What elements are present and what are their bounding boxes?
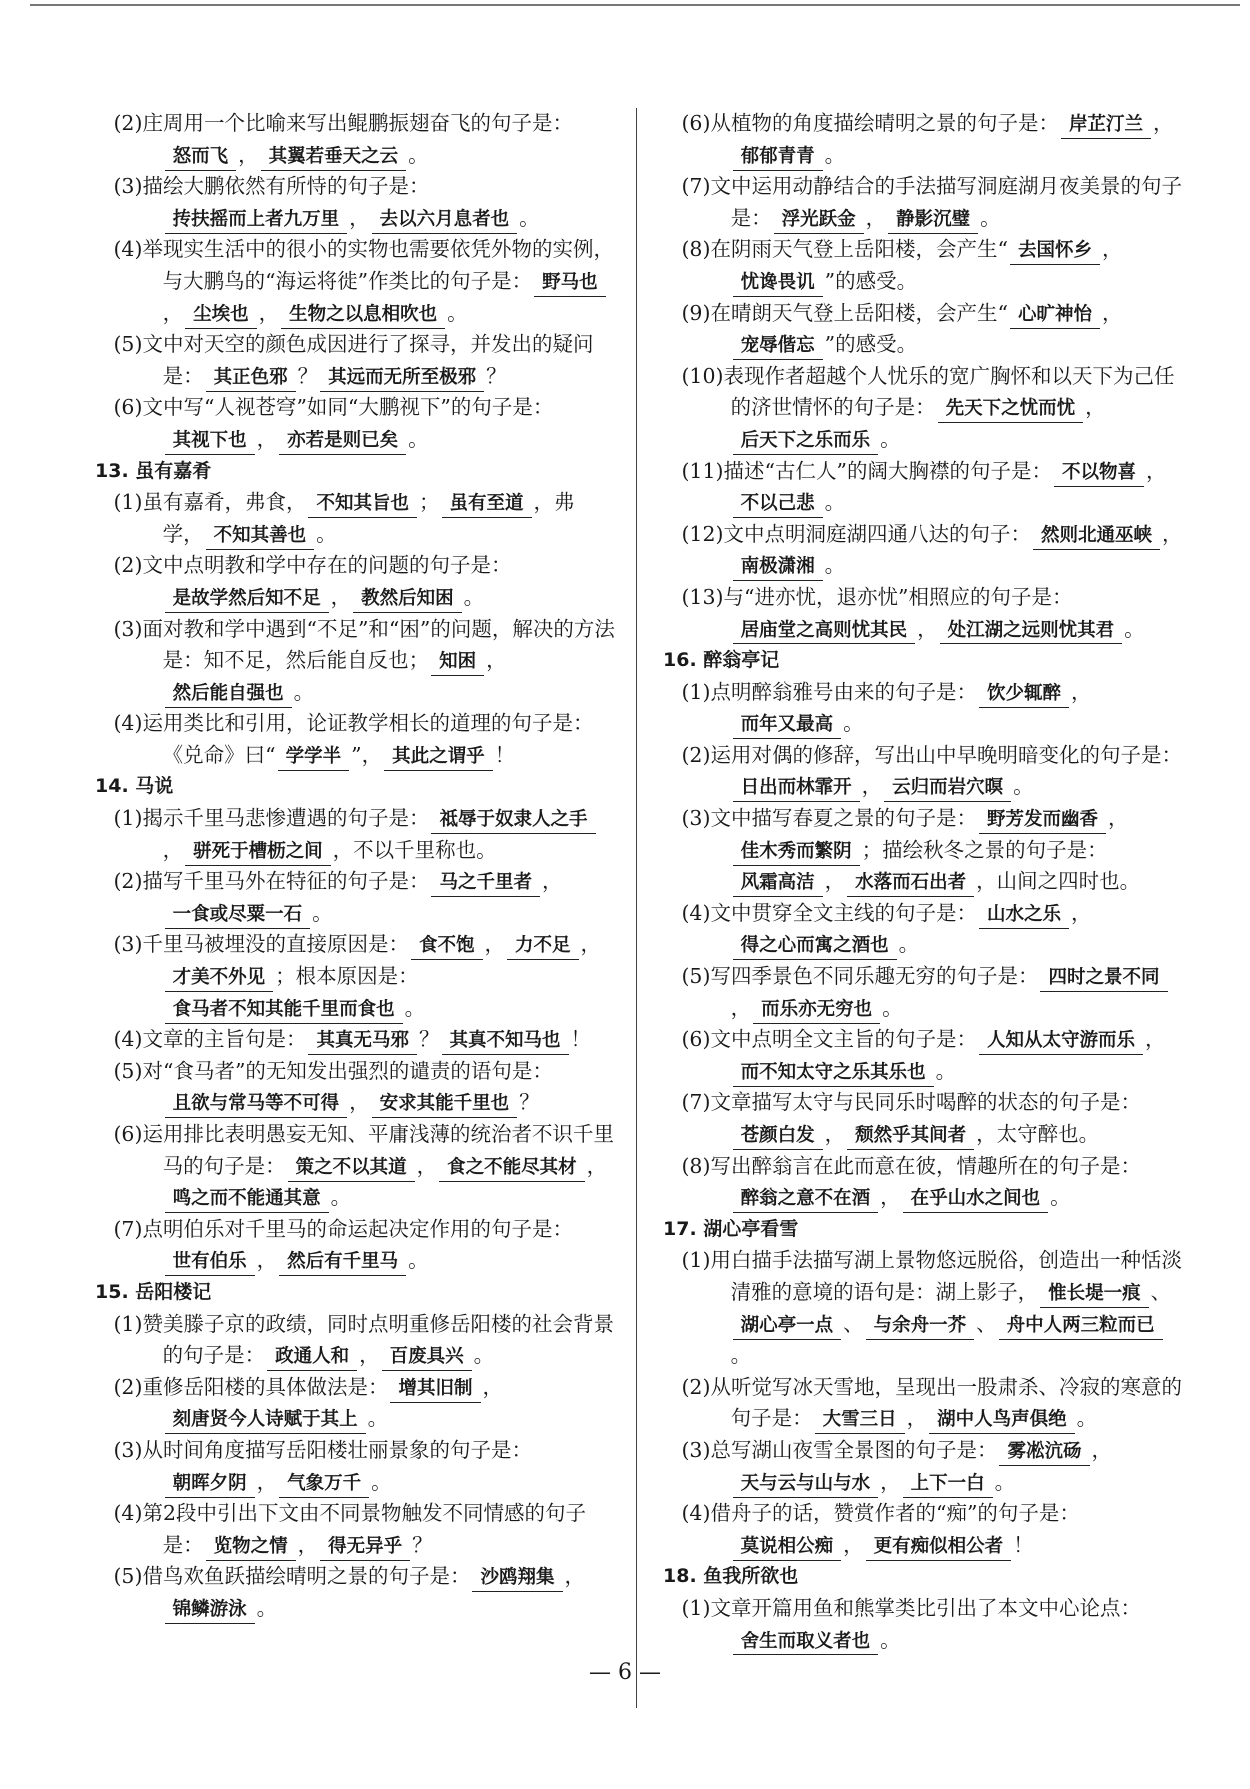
question-item: [113, 1309, 615, 1372]
answer-blank: 其翼若垂天之云: [261, 145, 407, 171]
question-item: [113, 487, 615, 550]
question-text: 。: [824, 490, 846, 515]
answer-blank: 去以六月息者也: [372, 208, 518, 234]
question-text: 。: [293, 679, 315, 704]
answer-blank: 处江湖之远则忧其君: [940, 619, 1123, 645]
question-text: 。: [824, 142, 846, 167]
question-item: [113, 550, 615, 613]
question-text: (4)文章的主旨句是：: [113, 1027, 307, 1052]
answer-blank: 不以物喜: [1054, 461, 1144, 487]
question-text: (4)运用类比和引用，论证教学相长的道理的句子是：《兑命》曰“: [113, 711, 594, 767]
question-text: ，山间之四时也。: [976, 869, 1141, 894]
question-item: [113, 803, 615, 866]
question-text: (5)借鸟欢鱼跃描绘晴明之景的句子是：: [113, 1564, 471, 1589]
answer-blank: 郁郁青青: [733, 145, 823, 171]
answer-blank: 天与云与山与水: [733, 1472, 879, 1498]
question-text: ，: [1146, 458, 1167, 483]
answer-blank: 湖心亭一点: [733, 1314, 842, 1340]
question-text: ，不以千里称也。: [332, 837, 497, 862]
question-item: [113, 1056, 615, 1119]
question-text: (2)从听觉写冰天雪地，呈现出一股肃杀、冷寂的寒意的句子是：: [681, 1374, 1182, 1431]
answer-blank: 安求其能千里也: [372, 1092, 518, 1118]
section-title: 13. 虽有嘉肴: [95, 459, 212, 482]
question-text: ，: [256, 1469, 278, 1494]
question-text: 、: [1150, 1279, 1172, 1304]
question-item: [681, 234, 1183, 297]
answer-blank: 颓然乎其间者: [847, 1124, 974, 1150]
question-item: [681, 582, 1183, 645]
answer-blank: 亦若是则已矣: [279, 429, 406, 455]
question-text: ，: [917, 616, 938, 641]
answer-blank: 抟扶摇而上者九万里: [165, 208, 348, 234]
question-text: (3)面对教和学中遇到“不足”和“困”的问题，解决的方法是：知不足，然后能自反也；: [113, 616, 615, 673]
question-text: (1)赞美滕子京的政绩，同时点明重修岳阳楼的社会背景的句子是：: [113, 1311, 614, 1368]
answer-blank: 尘埃也: [185, 303, 257, 329]
question-text: ，: [1162, 521, 1183, 546]
left-column: [95, 108, 615, 1625]
question-text: ，: [880, 1469, 901, 1494]
question-text: 。: [1013, 774, 1034, 799]
answer-blank: 云归而岩穴暝: [884, 776, 1011, 802]
answer-blank: 是故学然后知不足: [165, 587, 329, 613]
answer-blank: 食不饱: [411, 934, 483, 960]
question-text: ，: [1101, 237, 1123, 262]
question-text: ”的感受。: [824, 332, 918, 357]
question-text: 。: [730, 1343, 752, 1368]
question-text: 。: [312, 900, 333, 925]
question-text: 。: [256, 1595, 278, 1620]
question-item: [681, 803, 1183, 898]
question-text: (2)运用对偶的修辞，写出山中早晚明暗变化的句子是：: [681, 742, 1182, 767]
question-text: (8)写出醉翁言在此而意在彼，情趣所在的句子是：: [681, 1153, 1141, 1178]
question-text: ，: [1108, 806, 1129, 831]
answer-blank: 世有伯乐: [165, 1250, 255, 1276]
answer-blank: 饮少辄醉: [979, 682, 1069, 708]
question-text: (1)虽有嘉肴，弗食，: [113, 490, 307, 515]
question-text: (3)文中描写春夏之景的句子是：: [681, 806, 977, 831]
answer-blank: 宠辱偕忘: [733, 334, 823, 360]
answer-blank: 而不知太守之乐其乐也: [733, 1061, 934, 1087]
question-text: ；根本原因是：: [275, 964, 419, 989]
answer-blank: 鸣之而不能通其意: [165, 1187, 329, 1213]
answer-blank: 然后能自强也: [165, 682, 292, 708]
question-text: 。: [408, 142, 429, 167]
answer-blank: 醉翁之意不在酒: [733, 1187, 879, 1213]
question-item: [113, 708, 615, 771]
answer-blank: 舍生而取义者也: [733, 1630, 879, 1656]
question-text: (4)借舟子的话，赞赏作者的“痴”的句子是：: [681, 1501, 1080, 1526]
top-border: [30, 4, 1240, 6]
question-text: ，: [861, 774, 883, 799]
question-text: ，: [330, 584, 352, 609]
answer-blank: 佳木秀而繁阴: [733, 840, 860, 866]
question-item: [681, 1435, 1183, 1498]
question-text: ，: [586, 1153, 608, 1178]
question-text: ，: [730, 995, 752, 1020]
section-title: 16. 醉翁亭记: [663, 649, 780, 672]
answer-blank: 湖中人鸟声俱绝: [929, 1408, 1075, 1434]
question-text: (3)千里马被埋没的直接原因是：: [113, 932, 409, 957]
answer-blank: 雾凇沆砀: [999, 1440, 1089, 1466]
answer-blank: 得之心而寓之酒也: [733, 934, 897, 960]
question-text: (5)文中对天空的颜色成因进行了探寻，并发出的疑问是：: [113, 332, 594, 388]
question-text: (2)庄周用一个比喻来写出鲲鹏振翅奋飞的句子是：: [113, 111, 573, 135]
answer-blank: 才美不外见: [165, 966, 274, 992]
question-item: [681, 740, 1183, 803]
answer-blank: 不知其善也: [206, 524, 315, 550]
question-text: ，: [564, 1564, 585, 1589]
question-text: ，: [482, 1374, 503, 1399]
question-text: ，: [349, 205, 370, 230]
question-text: 。: [463, 584, 485, 609]
question-item: [113, 234, 615, 329]
question-text: 。: [367, 1406, 389, 1431]
answer-blank: 岸芷汀兰: [1061, 113, 1151, 139]
answer-blank: 莫说相公痴: [733, 1535, 842, 1561]
question-item: [113, 1561, 615, 1624]
answer-blank: 朝晖夕阴: [165, 1472, 255, 1498]
question-text: ？: [419, 1027, 440, 1052]
question-item: [113, 1119, 615, 1214]
question-text: ，: [162, 837, 184, 862]
answer-blank: 风霜高洁: [733, 871, 823, 897]
question-text: ，: [238, 142, 259, 167]
question-text: ，: [865, 205, 887, 230]
question-item: [681, 456, 1183, 519]
question-text: ？: [297, 363, 319, 388]
question-item: [681, 1151, 1183, 1214]
question-text: 。: [824, 553, 846, 578]
question-item: [113, 171, 615, 234]
question-text: 。: [880, 1627, 901, 1652]
answer-blank: 虽有至道: [442, 492, 532, 518]
question-text: (4)举现实生活中的很小的实物也需要依凭外物的实例，与大鹏鸟的“海运将徙”作类比的句子是：: [113, 237, 614, 293]
question-text: 。: [880, 426, 901, 451]
answer-blank: 其远而无所至极邪: [320, 366, 484, 392]
question-text: 。: [316, 521, 337, 546]
page-number: — 6 —: [589, 1660, 661, 1685]
question-text: (13)与“进亦忧，退亦忧”相照应的句子是：: [681, 584, 1073, 609]
question-item: [681, 108, 1183, 171]
question-item: [113, 1214, 615, 1277]
question-item: [681, 361, 1183, 456]
question-text: ？: [519, 1090, 540, 1115]
question-text: 。: [994, 1469, 1016, 1494]
answer-blank: 静影沉璧: [888, 208, 978, 234]
answer-blank: 其此之谓乎: [384, 745, 493, 771]
question-text: ，太守醉也。: [976, 1122, 1100, 1146]
answer-blank: 在乎山水之间也: [903, 1187, 1049, 1213]
question-text: ，: [416, 1153, 438, 1178]
question-item: [113, 329, 615, 392]
right-column: [663, 108, 1183, 1656]
question-text: ，: [486, 648, 507, 673]
question-text: ！: [494, 742, 516, 767]
answer-blank: 其视下也: [165, 429, 255, 455]
question-text: ，: [824, 869, 846, 894]
question-text: ，: [1091, 1437, 1112, 1462]
answer-blank: 政通人和: [267, 1345, 357, 1371]
answer-blank: 马之千里者: [431, 871, 540, 897]
question-text: 。: [408, 1248, 429, 1273]
question-item: [681, 898, 1183, 961]
answer-blank: 惟长堤一痕: [1040, 1282, 1149, 1308]
question-item: [113, 866, 615, 929]
question-text: (3)从时间角度描写岳阳楼壮丽景象的句子是：: [113, 1437, 532, 1462]
question-text: ，: [256, 426, 278, 451]
answer-blank: 教然后知困: [353, 587, 462, 613]
question-text: 。: [1050, 1185, 1071, 1210]
answer-blank: 舟中人两三粒而已: [999, 1314, 1163, 1340]
question-item: [681, 171, 1183, 234]
question-text: 。: [330, 1185, 352, 1210]
answer-blank: 浮光跃金: [774, 208, 864, 234]
answer-blank: 食马者不知其能千里而食也: [165, 998, 403, 1024]
answer-blank: 更有痴似相公者: [866, 1535, 1012, 1561]
question-item: [113, 392, 615, 455]
question-item: [681, 519, 1183, 582]
answer-blank: 气象万千: [279, 1472, 369, 1498]
question-text: ，: [1145, 1027, 1166, 1052]
question-text: (3)描绘大鹏依然有所恃的句子是：: [113, 174, 430, 199]
answer-blank: 居庙堂之高则忧其民: [733, 619, 916, 645]
question-item: [681, 1087, 1183, 1150]
question-item: [113, 1435, 615, 1498]
question-text: (6)文中点明全文主旨的句子是：: [681, 1027, 977, 1052]
question-text: (9)在晴朗天气登上岳阳楼，会产生“: [681, 300, 1008, 325]
answer-blank: 刻唐贤今人诗赋于其上: [165, 1408, 366, 1434]
answer-blank: 而年又最高: [733, 713, 842, 739]
answer-blank: 骈死于槽枥之间: [185, 840, 331, 866]
answer-blank: 人知从太守游而乐: [979, 1029, 1143, 1055]
question-text: 。: [408, 426, 429, 451]
question-text: (6)文中写“人视苍穹”如同“大鹏视下”的句子是：: [113, 395, 554, 420]
question-text: (2)描写千里马外在特征的句子是：: [113, 869, 430, 894]
question-text: ，: [1085, 395, 1106, 420]
answer-blank: 日出而林霏开: [733, 776, 860, 802]
question-item: [113, 1372, 615, 1435]
question-text: ，: [349, 1090, 370, 1115]
answer-blank: 祗辱于奴隶人之手: [431, 808, 595, 834]
answer-blank: 策之不以其道: [288, 1156, 415, 1182]
answer-blank: 四时之景不同: [1040, 966, 1167, 992]
answer-blank: 沙鸥翔集: [472, 1566, 562, 1592]
question-item: [681, 1024, 1183, 1087]
question-text: ，: [580, 932, 602, 957]
answer-blank: 先天下之忧而忧: [938, 397, 1084, 423]
question-text: ，: [359, 1343, 380, 1368]
answer-blank: 怒而飞: [165, 145, 237, 171]
question-text: ！: [1013, 1532, 1034, 1557]
answer-blank: 览物之情: [206, 1535, 296, 1561]
answer-blank: 不知其旨也: [308, 492, 417, 518]
answer-blank: 且欲与常马等不可得: [165, 1092, 348, 1118]
question-text: ！: [570, 1027, 592, 1052]
question-text: 。: [898, 932, 920, 957]
question-text: (1)文章开篇用鱼和熊掌类比引出了本文中心论点：: [681, 1595, 1141, 1620]
section-title: 14. 马说: [95, 775, 174, 798]
question-text: (1)揭示千里马悲惨遭遇的句子是：: [113, 806, 430, 831]
section-title: 17. 湖心亭看雪: [663, 1217, 799, 1240]
question-text: ；描绘秋冬之景的句子是：: [861, 837, 1108, 862]
question-text: 。: [980, 205, 1001, 230]
answer-blank: 而乐亦无穷也: [753, 998, 880, 1024]
answer-blank: 增其旧制: [390, 1377, 480, 1403]
question-text: ？: [412, 1532, 433, 1557]
question-text: ？: [486, 363, 507, 388]
question-text: (4)文中贯穿全文主线的句子是：: [681, 900, 977, 925]
question-text: ，: [1101, 300, 1123, 325]
section-title: 18. 鱼我所欲也: [663, 1565, 799, 1588]
answer-blank: 水落而石出者: [847, 871, 974, 897]
question-item: [113, 1498, 615, 1561]
answer-blank: 得无异乎: [320, 1535, 410, 1561]
question-text: 。: [371, 1469, 392, 1494]
answer-blank: 食之不能尽其材: [439, 1156, 585, 1182]
answer-blank: 南极潇湘: [733, 555, 823, 581]
question-item: [681, 677, 1183, 740]
answer-blank: 心旷神怡: [1010, 303, 1100, 329]
answer-blank: 不以己悲: [733, 492, 823, 518]
question-text: 。: [519, 205, 540, 230]
question-text: ，: [162, 300, 184, 325]
question-text: ，: [1071, 679, 1092, 704]
answer-blank: 大雪三日: [815, 1408, 905, 1434]
question-text: 。: [882, 995, 903, 1020]
question-text: 。: [1076, 1406, 1098, 1431]
question-text: (4)第2段中引出下文由不同景物触发不同情感的句子是：: [113, 1501, 587, 1557]
question-item: [113, 108, 615, 171]
question-text: ，: [1153, 111, 1174, 135]
question-text: (10)表现作者超越个人忧乐的宽广胸怀和以天下为己任的济世情怀的句子是：: [681, 363, 1175, 420]
question-text: (5)对“食马者”的无知发出强烈的谴责的语句是：: [113, 1058, 553, 1083]
question-text: (1)点明醉翁雅号由来的句子是：: [681, 679, 977, 704]
answer-blank: 一食或尽粟一石: [165, 903, 311, 929]
answer-blank: 山水之乐: [979, 903, 1069, 929]
question-text: ”的感受。: [824, 268, 918, 293]
question-item: [113, 1024, 615, 1056]
section-title: 15. 岳阳楼记: [95, 1280, 212, 1303]
question-text: ，弗学，: [162, 490, 575, 546]
question-text: (8)在阴雨天气登上岳阳楼，会产生“: [681, 237, 1008, 262]
answer-blank: 后天下之乐而乐: [733, 429, 879, 455]
question-text: (11)描述“古仁人”的阔大胸襟的句子是：: [681, 458, 1052, 483]
question-text: ，: [484, 932, 505, 957]
question-text: 。: [447, 300, 468, 325]
question-text: (6)运用排比表明愚妄无知、平庸浅薄的统治者不识千里马的句子是：: [113, 1122, 614, 1178]
question-text: (7)文中运用动静结合的手法描写洞庭湖月夜美景的句子是：: [681, 174, 1182, 230]
question-text: ，: [542, 869, 563, 894]
question-text: ，: [880, 1185, 901, 1210]
question-text: ，: [1071, 900, 1092, 925]
question-text: 。: [473, 1343, 495, 1368]
question-text: ”，: [351, 742, 383, 767]
question-text: ，: [843, 1532, 864, 1557]
question-item: [113, 614, 615, 709]
answer-blank: 去国怀乡: [1010, 239, 1100, 265]
question-item: [681, 1593, 1183, 1656]
question-item: [681, 1372, 1183, 1435]
answer-blank: 与余舟一芥: [866, 1314, 975, 1340]
question-text: ，: [256, 1248, 278, 1273]
answer-blank: 其真不知马也: [442, 1029, 569, 1055]
column-divider: [636, 108, 637, 1708]
question-text: ，: [906, 1406, 928, 1431]
question-text: (12)文中点明洞庭湖四通八达的句子：: [681, 521, 1032, 546]
question-text: 、: [843, 1311, 864, 1336]
answer-blank: 苍颜白发: [733, 1124, 823, 1150]
answer-blank: 知困: [431, 650, 484, 676]
answer-blank: 其正色邪: [206, 366, 296, 392]
question-text: 。: [843, 711, 864, 736]
question-item: [681, 1245, 1183, 1371]
answer-blank: 野芳发而幽香: [979, 808, 1106, 834]
question-text: (7)文章描写太守与民同乐时喝醉的状态的句子是：: [681, 1090, 1141, 1115]
answer-blank: 野马也: [534, 271, 606, 297]
answer-blank: 然则北通巫峡: [1033, 524, 1160, 550]
answer-blank: 然后有千里马: [279, 1250, 406, 1276]
answer-blank: 百废具兴: [382, 1345, 472, 1371]
question-text: (2)文中点明教和学中存在的问题的句子是：: [113, 553, 512, 578]
answer-blank: 忧谗畏讥: [733, 271, 823, 297]
question-text: 。: [1124, 616, 1145, 641]
question-item: [113, 929, 615, 1024]
question-text: ；: [419, 490, 440, 515]
answer-blank: 其真无马邪: [308, 1029, 417, 1055]
question-text: 。: [404, 995, 426, 1020]
answer-blank: 力不足: [507, 934, 579, 960]
question-text: ，: [258, 300, 280, 325]
answer-blank: 生物之以息相吹也: [281, 303, 445, 329]
question-text: ，: [297, 1532, 319, 1557]
question-text: (2)重修岳阳楼的具体做法是：: [113, 1374, 389, 1399]
question-text: (6)从植物的角度描绘晴明之景的句子是：: [681, 111, 1059, 135]
question-text: (1)用白描手法描写湖上景物悠远脱俗，创造出一种恬淡清雅的意境的语句是：湖上影子，: [681, 1248, 1182, 1304]
question-text: ，: [824, 1122, 846, 1146]
question-item: [681, 298, 1183, 361]
question-text: (5)写四季景色不同乐趣无穷的句子是：: [681, 964, 1039, 989]
question-item: [681, 961, 1183, 1024]
answer-blank: 学学半: [278, 745, 350, 771]
question-item: [681, 1498, 1183, 1561]
question-text: (7)点明伯乐对千里马的命运起决定作用的句子是：: [113, 1216, 573, 1241]
question-text: (3)总写湖山夜雪全景图的句子是：: [681, 1437, 998, 1462]
question-text: 、: [976, 1311, 997, 1336]
answer-blank: 上下一白: [903, 1472, 993, 1498]
answer-blank: 锦鳞游泳: [165, 1598, 255, 1624]
question-text: 。: [935, 1058, 957, 1083]
